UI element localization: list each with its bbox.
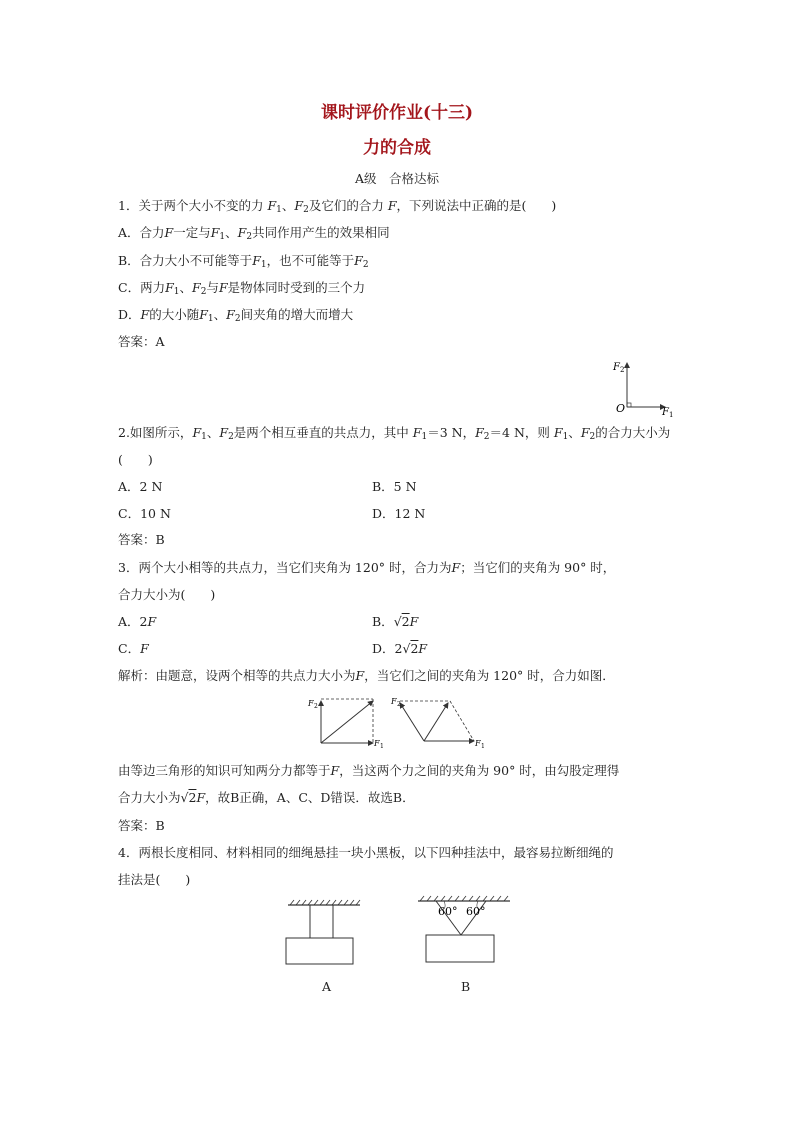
fig-rhombus-f2: F: [391, 697, 397, 706]
fig-square-f2-sub: 2: [314, 703, 318, 710]
fig-square-f2: F: [308, 699, 314, 708]
square-resultant-figure: [305, 693, 390, 748]
q3-option-c: C．F: [118, 641, 149, 656]
q2-option-c: C．10 N: [118, 506, 171, 521]
sqrt-symbol: √2: [393, 614, 410, 629]
q3-option-b: B．√2F: [372, 614, 419, 629]
fig-square-f1-sub: 1: [380, 743, 384, 750]
fig-label-f2-sub: 2: [620, 366, 625, 374]
fig-rhombus-f2-sub: 2: [397, 701, 401, 708]
fig-label-f2: F: [613, 362, 620, 373]
fig-rhombus-f1: F: [475, 739, 481, 748]
fig-label-f1-sub: 1: [669, 411, 674, 419]
q3-analysis-line2: 由等边三角形的知识可知两分力都等于F，当这两个力之间的夹角为 90° 时，由勾股定理得: [118, 763, 620, 778]
q3-option-d: D．2√2F: [372, 641, 428, 656]
angle-label-right: 60°: [466, 905, 486, 918]
q1-option-c: C．两力$F_1$、$F_2$与F是物体同时受到的三个力: [118, 280, 366, 297]
page-subtitle: 力的合成: [363, 138, 431, 158]
perpendicular-forces-figure: [610, 355, 685, 420]
figure-label-b: B: [461, 979, 471, 994]
sqrt-symbol: √2: [402, 641, 419, 656]
q3-option-a: A．2F: [118, 614, 157, 629]
q4-stem-line2: 挂法是( ): [118, 872, 191, 887]
fig-rhombus-f1-sub: 1: [481, 743, 485, 750]
q3-stem: 3．两个大小相等的共点力，当它们夹角为 120° 时，合力为F；当它们的夹角为 90° 时，: [118, 560, 616, 575]
sqrt-symbol: √2: [180, 790, 197, 805]
q4-stem: 4．两根长度相同、材料相同的细绳悬挂一块小黑板，以下四种挂法中，最容易拉断细绳的: [118, 845, 614, 860]
q3-analysis-line3: 合力大小为√2F，故B正确，A、C、D错误．故选B．: [118, 790, 415, 805]
q3-analysis: 解析：由题意，设两个相等的共点力大小为F，当它们之间的夹角为 120° 时，合力如图．: [118, 668, 615, 683]
figure-label-a: A: [322, 979, 332, 994]
q3-stem-line2: 合力大小为( ): [118, 587, 216, 602]
angle-label-left: 60°: [438, 905, 458, 918]
q2-stem: 2.如图所示，$F_1$、$F_2$是两个相互垂直的共点力，其中 $F_1=3$ N，$F_2=4$ N，则 $F_1$、$F_2$的合力大小为: [118, 425, 671, 442]
q1-option-b: B．合力大小不可能等于$F_1$，也不可能等于$F_2$: [118, 253, 369, 270]
page-title: 课时评价作业(十三): [320, 103, 474, 123]
q2-answer: 答案：B: [118, 532, 165, 547]
hanging-method-b-figure: [414, 898, 514, 970]
q1-option-d: D．F的大小随$F_1$、$F_2$间夹角的增大而增大: [118, 307, 354, 324]
q1-answer: 答案：A: [118, 334, 165, 349]
q1-option-a: A．合力F一定与$F_1$、$F_2$共同作用产生的效果相同: [118, 225, 390, 242]
fig-label-f1: F: [662, 407, 669, 418]
level-heading: A级 合格达标: [354, 171, 440, 186]
q3-answer: 答案：B: [118, 818, 165, 833]
q1-stem: 1．关于两个大小不变的力 $F_1$、$F_2$及它们的合力 F，下列说法中正确的是( ): [118, 198, 557, 215]
q2-stem-line2: ( ): [118, 452, 153, 467]
fig-label-o: O: [616, 402, 626, 415]
q2-option-d: D．12 N: [372, 506, 426, 521]
q2-option-a: A．2 N: [118, 479, 163, 494]
q2-option-b: B．5 N: [372, 479, 417, 494]
hanging-method-a-figure: [284, 898, 364, 970]
fig-square-f1: F: [374, 739, 380, 748]
rhombus-resultant-figure: [390, 693, 490, 748]
